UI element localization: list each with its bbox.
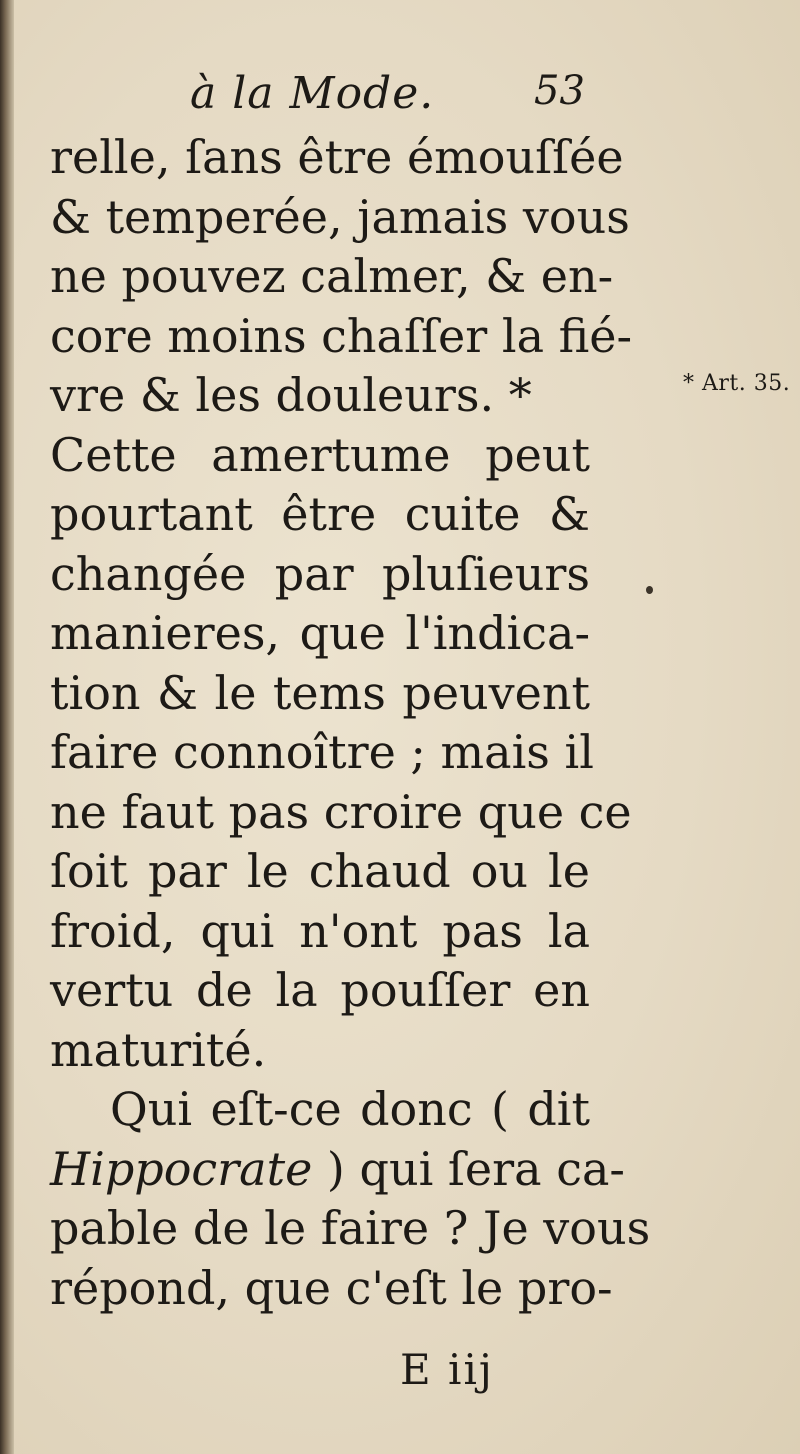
text-line — [50, 1080, 590, 1140]
line-text: & temperée, jamais vous — [50, 189, 630, 244]
line-text: tion & le tems peuvent — [50, 665, 590, 720]
line-text: Cette amertume peut — [50, 427, 590, 482]
line-text: vertu de la pouſſer en — [50, 963, 590, 1017]
text-line — [50, 188, 630, 248]
text-line — [50, 545, 590, 605]
text-line — [50, 1259, 613, 1319]
line-text: relle, ſans être émouſſée — [50, 130, 624, 184]
line-text: pable de le faire ? Je vous — [50, 1201, 651, 1255]
text-line — [50, 307, 633, 367]
marginal-note: * Art. 35. — [683, 371, 791, 396]
line-text: core moins chaſſer la fié- — [50, 308, 633, 363]
text-line — [50, 426, 590, 486]
line-text: changée par pluſieurs — [50, 546, 590, 601]
signature-mark: E iij — [400, 1345, 494, 1394]
line-text: faire connoître ; mais il — [50, 725, 594, 779]
line-text: ) qui ſera ca- — [312, 1141, 625, 1196]
text-line — [50, 604, 590, 664]
text-line — [50, 783, 632, 843]
line-text: froid, qui n'ont pas la — [50, 903, 590, 958]
body-text — [50, 128, 651, 1318]
text-line — [50, 247, 614, 307]
ink-speck — [646, 586, 653, 594]
line-text: ſoit par le chaud ou le — [50, 844, 590, 898]
text-line — [50, 1021, 590, 1081]
text-line — [50, 366, 590, 426]
text-line — [50, 1199, 651, 1259]
page-header — [0, 68, 800, 128]
line-text: maturité. — [50, 1022, 267, 1077]
line-text: répond, que c'eſt le pro- — [50, 1260, 613, 1315]
text-line — [50, 1140, 625, 1200]
text-line — [50, 842, 590, 902]
line-text: ne faut pas croire que ce — [50, 784, 632, 839]
line-text: ne pouvez calmer, & en- — [50, 249, 614, 303]
binding-gutter — [0, 0, 14, 1454]
line-text: vre & les douleurs. * — [50, 368, 532, 422]
text-line — [50, 664, 590, 724]
text-line — [50, 723, 594, 783]
text-line — [50, 961, 590, 1021]
text-line — [50, 485, 590, 545]
line-text: pourtant être cuite & — [50, 487, 590, 541]
line-text: Qui eſt-ce donc ( dit — [110, 1082, 590, 1136]
page-number: 53 — [534, 68, 585, 114]
line-text: manieres, que l'indica- — [50, 606, 590, 660]
text-line — [50, 128, 624, 188]
running-title: à la Mode. — [190, 68, 435, 119]
text-line — [50, 902, 590, 962]
italic-name: Hippocrate — [50, 1141, 313, 1196]
